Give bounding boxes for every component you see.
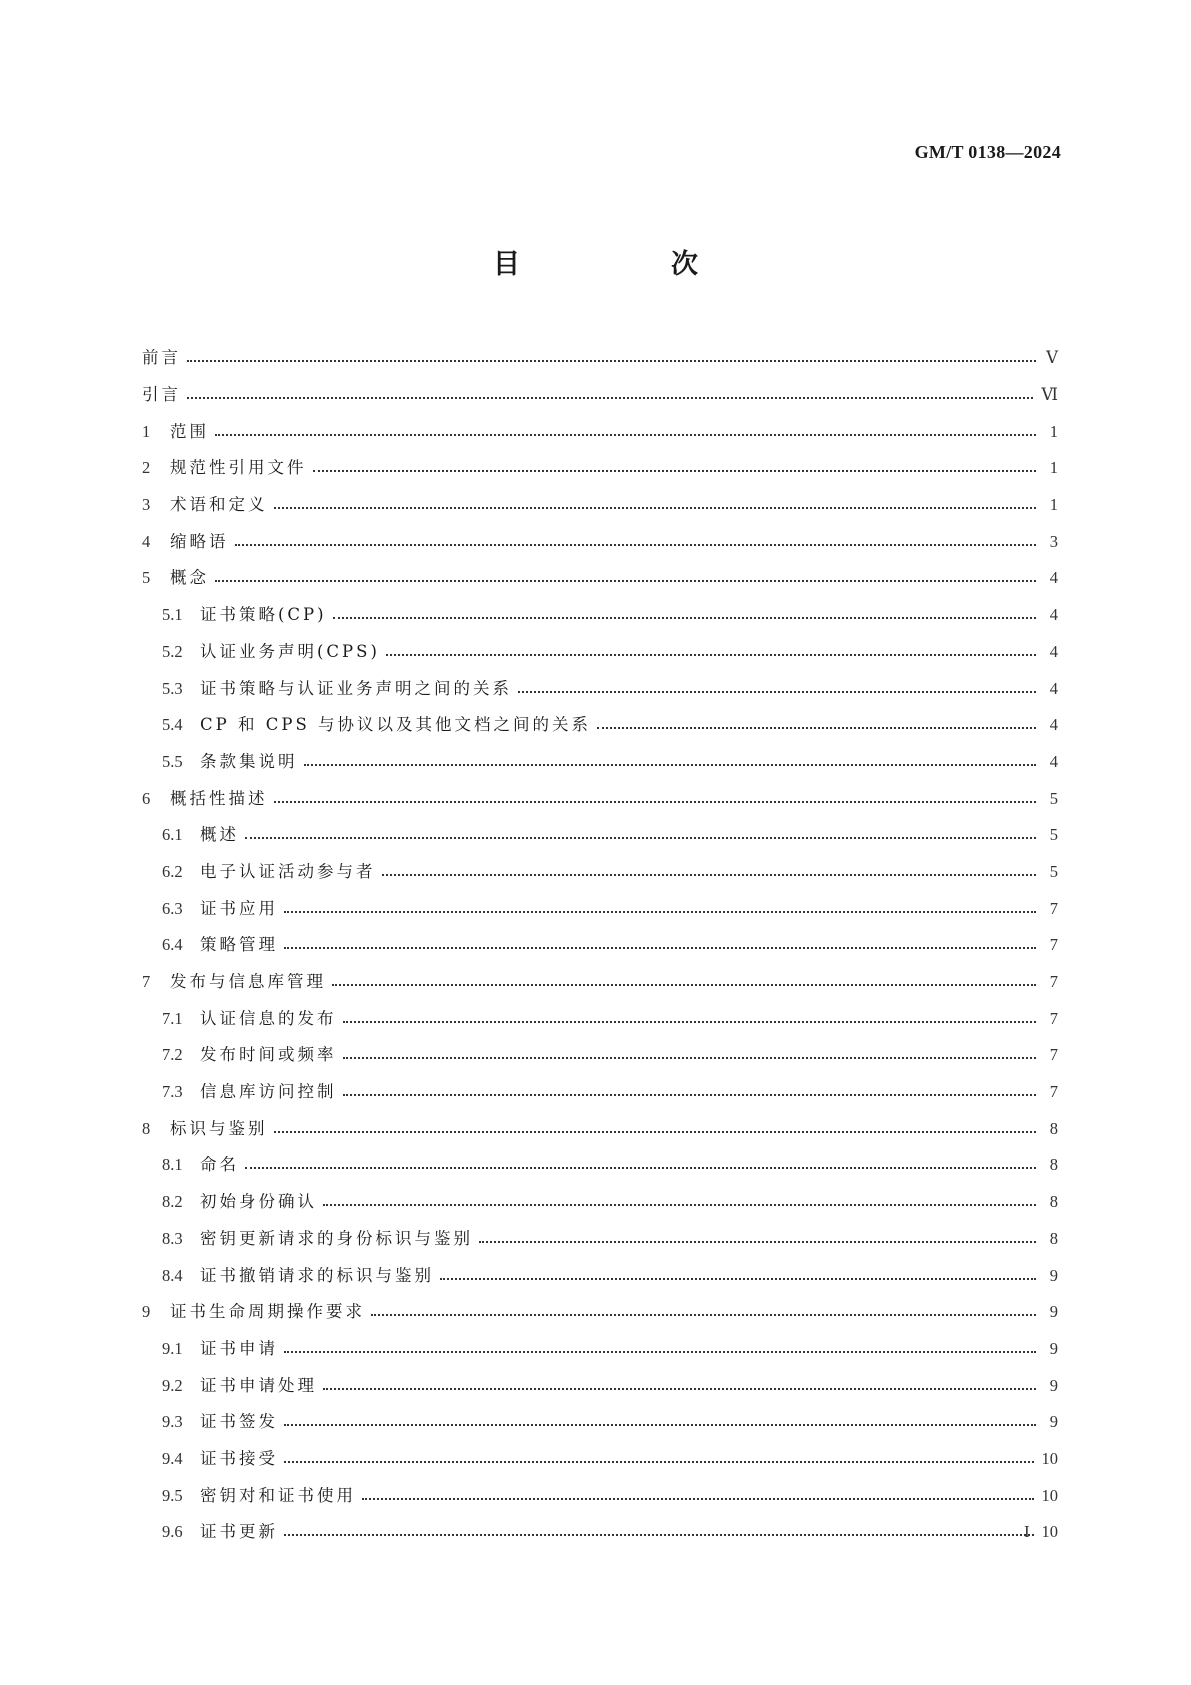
toc-entry-title: 证书撤销请求的标识与鉴别 (200, 1265, 434, 1285)
toc-entry-number: 5.3 (162, 678, 183, 698)
toc-entry-page: 4 (1049, 751, 1058, 771)
toc-entry-title: 命名 (200, 1155, 239, 1175)
toc-entry-title: 证书签发 (200, 1412, 278, 1432)
toc-entry-page: 9 (1049, 1302, 1058, 1322)
toc-entry-title: 密钥对和证书使用 (200, 1485, 356, 1505)
toc-entry[interactable] (142, 1257, 1058, 1294)
toc-dot-leader (274, 1120, 1037, 1138)
toc-entry-title: 密钥更新请求的身份标识与鉴别 (200, 1228, 473, 1248)
toc-entry[interactable] (142, 1477, 1058, 1514)
toc-entry-page: 7 (1049, 1045, 1058, 1065)
toc-entry-number: 9.4 (162, 1448, 183, 1468)
toc-entry-title: 概念 (170, 568, 209, 588)
toc-entry[interactable] (142, 377, 1058, 414)
toc-dot-leader (245, 826, 1036, 844)
toc-entry[interactable] (142, 1110, 1058, 1147)
toc-dot-leader (284, 1450, 1034, 1468)
toc-entry-title: 证书接受 (200, 1448, 278, 1468)
toc-dot-leader (284, 1523, 1034, 1541)
toc-entry[interactable] (142, 780, 1058, 817)
toc-entry-page: 8 (1049, 1192, 1058, 1212)
toc-dot-leader (323, 1377, 1036, 1395)
toc-entry-title: 前言 (142, 348, 181, 368)
toc-entry-title: CP 和 CPS 与协议以及其他文档之间的关系 (200, 715, 591, 735)
toc-entry[interactable] (142, 450, 1058, 487)
toc-dot-leader (187, 349, 1036, 367)
toc-entry-title: 认证信息的发布 (200, 1008, 337, 1028)
toc-entry-page: 10 (1041, 1448, 1058, 1468)
toc-entry-number: 8.1 (162, 1155, 183, 1175)
toc-entry[interactable] (142, 1367, 1058, 1404)
toc-entry-number: 6.3 (162, 898, 183, 918)
toc-entry-page: 1 (1049, 495, 1058, 515)
toc-entry-title: 策略管理 (200, 935, 278, 955)
toc-entry[interactable] (142, 1404, 1058, 1441)
toc-entry[interactable] (142, 854, 1058, 891)
toc-entry-number: 9.2 (162, 1375, 183, 1395)
toc-entry-title: 概述 (200, 825, 239, 845)
toc-dot-leader (284, 1413, 1036, 1431)
toc-entry-page: 9 (1049, 1338, 1058, 1358)
toc-entry-number: 7.3 (162, 1082, 183, 1102)
toc-dot-leader (284, 900, 1036, 918)
toc-entry-page: 9 (1049, 1375, 1058, 1395)
toc-entry-title: 证书申请 (200, 1338, 278, 1358)
toc-entry[interactable] (142, 1184, 1058, 1221)
toc-entry-title: 证书策略与认证业务声明之间的关系 (200, 678, 512, 698)
toc-entry-number: 7.2 (162, 1045, 183, 1065)
toc-entry-title: 证书策略(CP) (200, 605, 327, 625)
toc-entry-page: 4 (1049, 715, 1058, 735)
toc-entry-page: 5 (1049, 788, 1058, 808)
toc-entry-title: 证书应用 (200, 898, 278, 918)
toc-entry[interactable] (142, 1221, 1058, 1258)
toc-entry-title: 认证业务声明(CPS) (200, 641, 380, 661)
toc-entry-page: 7 (1049, 972, 1058, 992)
toc-entry-page: 4 (1049, 641, 1058, 661)
toc-entry-number: 8.2 (162, 1192, 183, 1212)
toc-entry[interactable] (142, 1074, 1058, 1111)
toc-entry-number: 1 (142, 421, 151, 441)
toc-dot-leader (386, 643, 1036, 661)
toc-entry-title: 证书申请处理 (200, 1375, 317, 1395)
toc-entry[interactable] (142, 1514, 1058, 1551)
toc-entry[interactable] (142, 634, 1058, 671)
toc-dot-leader (333, 606, 1036, 624)
toc-entry-number: 9.1 (162, 1338, 183, 1358)
toc-entry-page: 9 (1049, 1412, 1058, 1432)
toc-entry-number: 8.3 (162, 1228, 183, 1248)
toc-entry[interactable] (142, 670, 1058, 707)
toc-entry-page: 1 (1049, 458, 1058, 478)
toc-dot-leader (187, 386, 1033, 404)
toc-entry-title: 条款集说明 (200, 751, 298, 771)
toc-entry-number: 4 (142, 531, 151, 551)
toc-entry-page: 4 (1049, 605, 1058, 625)
toc-dot-leader (235, 533, 1037, 551)
toc-entry-number: 6.2 (162, 861, 183, 881)
toc-entry[interactable] (142, 890, 1058, 927)
toc-entry-title: 术语和定义 (170, 495, 268, 515)
toc-dot-leader (215, 423, 1036, 441)
toc-entry-title: 初始身份确认 (200, 1192, 317, 1212)
toc-entry-page: 8 (1049, 1155, 1058, 1175)
toc-dot-leader (382, 863, 1037, 881)
toc-entry-number: 3 (142, 495, 151, 515)
toc-dot-leader (343, 1083, 1037, 1101)
toc-entry-page: 9 (1049, 1265, 1058, 1285)
toc-entry-title: 信息库访问控制 (200, 1082, 337, 1102)
toc-dot-leader (343, 1046, 1037, 1064)
toc-dot-leader (371, 1303, 1036, 1321)
toc-dot-leader (343, 1010, 1037, 1028)
toc-dot-leader (597, 716, 1036, 734)
standard-code: GM/T 0138—2024 (914, 142, 1061, 162)
toc-entry-page: 8 (1049, 1118, 1058, 1138)
toc-entry[interactable] (142, 744, 1058, 781)
toc-entry-title: 规范性引用文件 (170, 458, 307, 478)
toc-entry-title: 电子认证活动参与者 (200, 861, 376, 881)
toc-entry-page: 7 (1049, 1008, 1058, 1028)
toc-dot-leader (215, 569, 1036, 587)
toc-entry-title: 概括性描述 (170, 788, 268, 808)
toc-entry-number: 7.1 (162, 1008, 183, 1028)
toc-entry-number: 9 (142, 1302, 151, 1322)
toc-entry[interactable] (142, 413, 1058, 450)
toc-dot-leader (313, 459, 1037, 477)
toc-dot-leader (304, 753, 1037, 771)
toc-entry-page: Ⅴ (1046, 348, 1058, 368)
toc-entry-number: 5.4 (162, 715, 183, 735)
toc-entry-number: 6 (142, 788, 151, 808)
toc-entry-page: 8 (1049, 1228, 1058, 1248)
toc-entry-title: 发布时间或频率 (200, 1045, 337, 1065)
toc-entry[interactable] (142, 707, 1058, 744)
toc-entry[interactable] (142, 927, 1058, 964)
toc-entry[interactable] (142, 1331, 1058, 1368)
toc-entry-page: 3 (1049, 531, 1058, 551)
page-number: I (1024, 1522, 1030, 1541)
toc-entry-page: 4 (1049, 568, 1058, 588)
toc-dot-leader (284, 1340, 1036, 1358)
toc-entry-number: 6.1 (162, 825, 183, 845)
toc-entry-number: 7 (142, 972, 151, 992)
toc-entry-title: 缩略语 (170, 531, 229, 551)
toc-entry-number: 5 (142, 568, 151, 588)
toc-entry-page: 10 (1041, 1522, 1058, 1542)
toc-entry[interactable] (142, 817, 1058, 854)
toc-entry-number: 5.5 (162, 751, 183, 771)
toc-entry[interactable] (142, 523, 1058, 560)
toc-dot-leader (245, 1156, 1036, 1174)
toc-entry[interactable] (142, 597, 1058, 634)
toc-entry[interactable] (142, 1147, 1058, 1184)
toc-entry-title: 引言 (142, 385, 181, 405)
toc-entry-title: 范围 (170, 421, 209, 441)
toc-entry-title: 证书更新 (200, 1522, 278, 1542)
toc-entry[interactable] (142, 340, 1058, 377)
toc-entry-page: 5 (1049, 861, 1058, 881)
toc-dot-leader (518, 680, 1036, 698)
toc-dot-leader (274, 790, 1037, 808)
toc-dot-leader (284, 936, 1036, 954)
toc-entry-number: 9.6 (162, 1522, 183, 1542)
toc-entry-page: 7 (1049, 898, 1058, 918)
toc-entry[interactable] (142, 487, 1058, 524)
toc-entry-page: Ⅵ (1041, 385, 1058, 405)
toc-entry-number: 6.4 (162, 935, 183, 955)
toc-entry-page: 10 (1041, 1485, 1058, 1505)
toc-entry-number: 5.1 (162, 605, 183, 625)
toc-entry-number: 9.3 (162, 1412, 183, 1432)
toc-entry-title: 标识与鉴别 (170, 1118, 268, 1138)
toc-entry-page: 5 (1049, 825, 1058, 845)
toc-entry-page: 7 (1049, 1082, 1058, 1102)
toc-dot-leader (323, 1193, 1036, 1211)
toc-entry-title: 发布与信息库管理 (170, 972, 326, 992)
toc-entry-number: 2 (142, 458, 151, 478)
toc-entry[interactable] (142, 1441, 1058, 1478)
toc-dot-leader (362, 1487, 1034, 1505)
toc-dot-leader (274, 496, 1037, 514)
toc-entry-number: 5.2 (162, 641, 183, 661)
toc-entry[interactable] (142, 560, 1058, 597)
toc-dot-leader (332, 973, 1036, 991)
toc-entry-number: 8.4 (162, 1265, 183, 1285)
toc-dot-leader (479, 1230, 1036, 1248)
toc-entry-page: 7 (1049, 935, 1058, 955)
toc-entry[interactable] (142, 964, 1058, 1001)
toc-entry-number: 9.5 (162, 1485, 183, 1505)
toc-dot-leader (440, 1267, 1036, 1285)
toc-entry-title: 证书生命周期操作要求 (170, 1302, 365, 1322)
toc-entry[interactable] (142, 1000, 1058, 1037)
toc-entry-number: 8 (142, 1118, 151, 1138)
page-title: 目 次 (493, 249, 760, 280)
toc-entry-page: 4 (1049, 678, 1058, 698)
table-of-contents (142, 340, 1058, 1551)
toc-entry-page: 1 (1049, 421, 1058, 441)
toc-entry[interactable] (142, 1037, 1058, 1074)
toc-entry[interactable] (142, 1294, 1058, 1331)
